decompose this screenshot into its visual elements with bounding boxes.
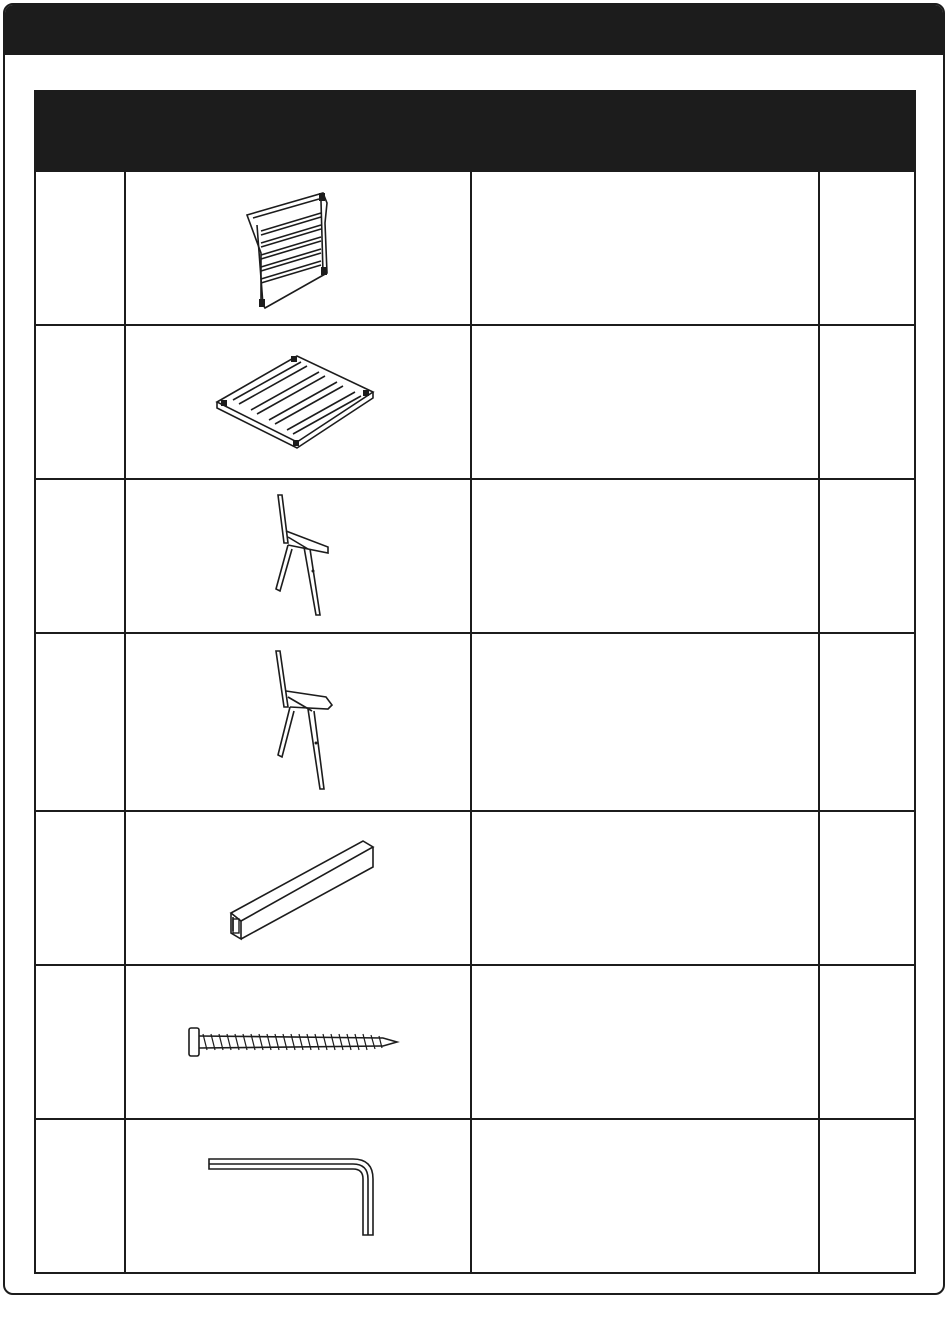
part-quantity [819,479,915,633]
part-quantity [819,171,915,325]
part-letter [35,325,125,479]
part-image-cell [125,325,471,479]
part-letter [35,811,125,965]
column-header-image [125,91,471,171]
part-image-cell [125,171,471,325]
part-image-cell [125,1119,471,1273]
table-row [35,171,915,325]
part-letter [35,633,125,811]
part-description [471,1119,819,1273]
column-header-description [471,91,819,171]
part-letter [35,965,125,1119]
chair-seat-slats-icon [213,352,383,452]
part-description [471,171,819,325]
table-row [35,479,915,633]
table-row [35,325,915,479]
crossbar-beam-icon [213,833,383,943]
table-row [35,965,915,1119]
part-quantity [819,965,915,1119]
part-quantity [819,633,915,811]
part-description [471,811,819,965]
column-header-part [35,91,125,171]
column-header-qty [819,91,915,171]
part-description [471,479,819,633]
chair-side-frame-right-icon [258,647,338,797]
table-row [35,633,915,811]
part-quantity [819,325,915,479]
part-image-cell [125,633,471,811]
table-row [35,1119,915,1273]
part-letter [35,1119,125,1273]
wood-screw-icon [183,1022,413,1062]
part-quantity [819,1119,915,1273]
part-letter [35,171,125,325]
table-row [35,811,915,965]
allen-key-icon [203,1151,393,1241]
part-image-cell [125,811,471,965]
part-description [471,325,819,479]
part-image-cell [125,965,471,1119]
table-header-row [35,91,915,171]
part-image-cell [125,479,471,633]
header-bar [5,5,943,55]
part-quantity [819,811,915,965]
part-description [471,633,819,811]
chair-side-frame-left-icon [258,491,338,621]
chair-backrest-slats-icon [243,183,353,313]
part-description [471,965,819,1119]
parts-list-table [34,90,916,1274]
part-letter [35,479,125,633]
